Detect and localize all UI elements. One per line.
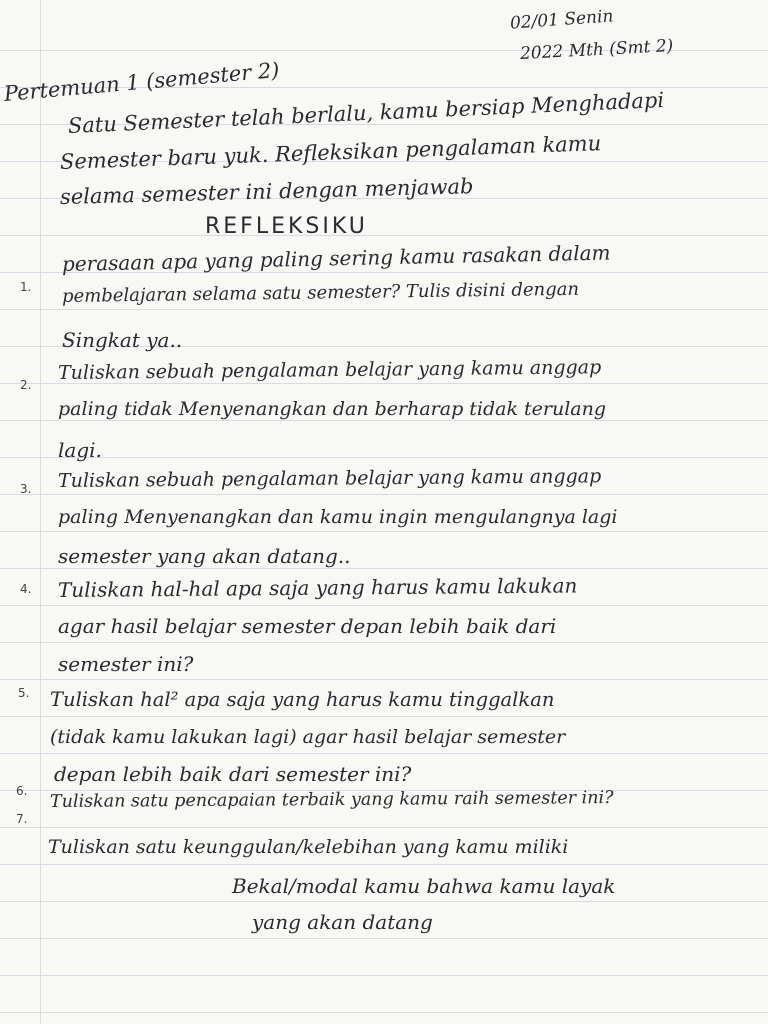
intro-line-3: selama semester ini dengan menjawab: [59, 174, 474, 209]
question-4-line-1: Tuliskan hal-hal apa saja yang harus kamu lakukan: [57, 573, 578, 602]
question-3-line-3: semester yang akan datang..: [58, 544, 351, 568]
question-number: 1.: [20, 280, 32, 294]
question-1-line-3: Singkat ya..: [62, 328, 183, 352]
page-heading: REFLEKSIKU: [205, 214, 368, 239]
intro-line-1: Satu Semester telah berlalu, kamu bersiap Menghadapi: [67, 87, 665, 138]
question-4-line-2: agar hasil belajar semester depan lebih baik dari: [58, 614, 557, 638]
margin-line: [40, 0, 41, 1024]
date-line-2: 2022 Mth (Smt 2): [519, 36, 674, 64]
question-1-line-1: perasaan apa yang paling sering kamu rasakan dalam: [61, 240, 611, 276]
question-number: 3.: [20, 482, 32, 496]
question-1-line-2: pembelajaran selama satu semester? Tulis disini dengan: [61, 278, 580, 307]
question-5-line-3: depan lebih baik dari semester ini?: [54, 762, 412, 786]
question-5-line-2: (tidak kamu lakukan lagi) agar hasil belajar semester: [50, 726, 566, 748]
question-number: 7.: [16, 812, 28, 826]
question-2-line-1: Tuliskan sebuah pengalaman belajar yang kamu anggap: [57, 356, 602, 384]
question-7-line-2: Bekal/modal kamu bahwa kamu layak: [232, 874, 616, 898]
question-3-line-2: paling Menyenangkan dan kamu ingin mengulangnya lagi: [58, 506, 618, 528]
meeting-title: Pertemuan 1 (semester 2): [2, 57, 281, 106]
question-2-line-2: paling tidak Menyenangkan dan berharap tidak terulang: [58, 398, 607, 420]
question-number: 2.: [20, 378, 32, 392]
question-7-line-1: Tuliskan satu keunggulan/kelebihan yang kamu miliki: [48, 836, 569, 858]
intro-line-2: Semester baru yuk. Refleksikan pengalaman kamu: [59, 131, 602, 174]
question-7-line-3: yang akan datang: [252, 910, 433, 934]
date-line-1: 02/01 Senin: [509, 6, 615, 34]
question-5-line-1: Tuliskan hal² apa saja yang harus kamu tinggalkan: [50, 688, 555, 711]
question-number: 6.: [16, 784, 28, 798]
question-4-line-3: semester ini?: [58, 652, 194, 676]
question-number: 5.: [18, 686, 30, 700]
question-3-line-1: Tuliskan sebuah pengalaman belajar yang kamu anggap: [57, 465, 602, 492]
question-6-line-1: Tuliskan satu pencapaian terbaik yang kamu raih semester ini?: [49, 788, 614, 812]
question-number: 4.: [20, 582, 32, 596]
question-2-line-3: lagi.: [58, 438, 102, 462]
